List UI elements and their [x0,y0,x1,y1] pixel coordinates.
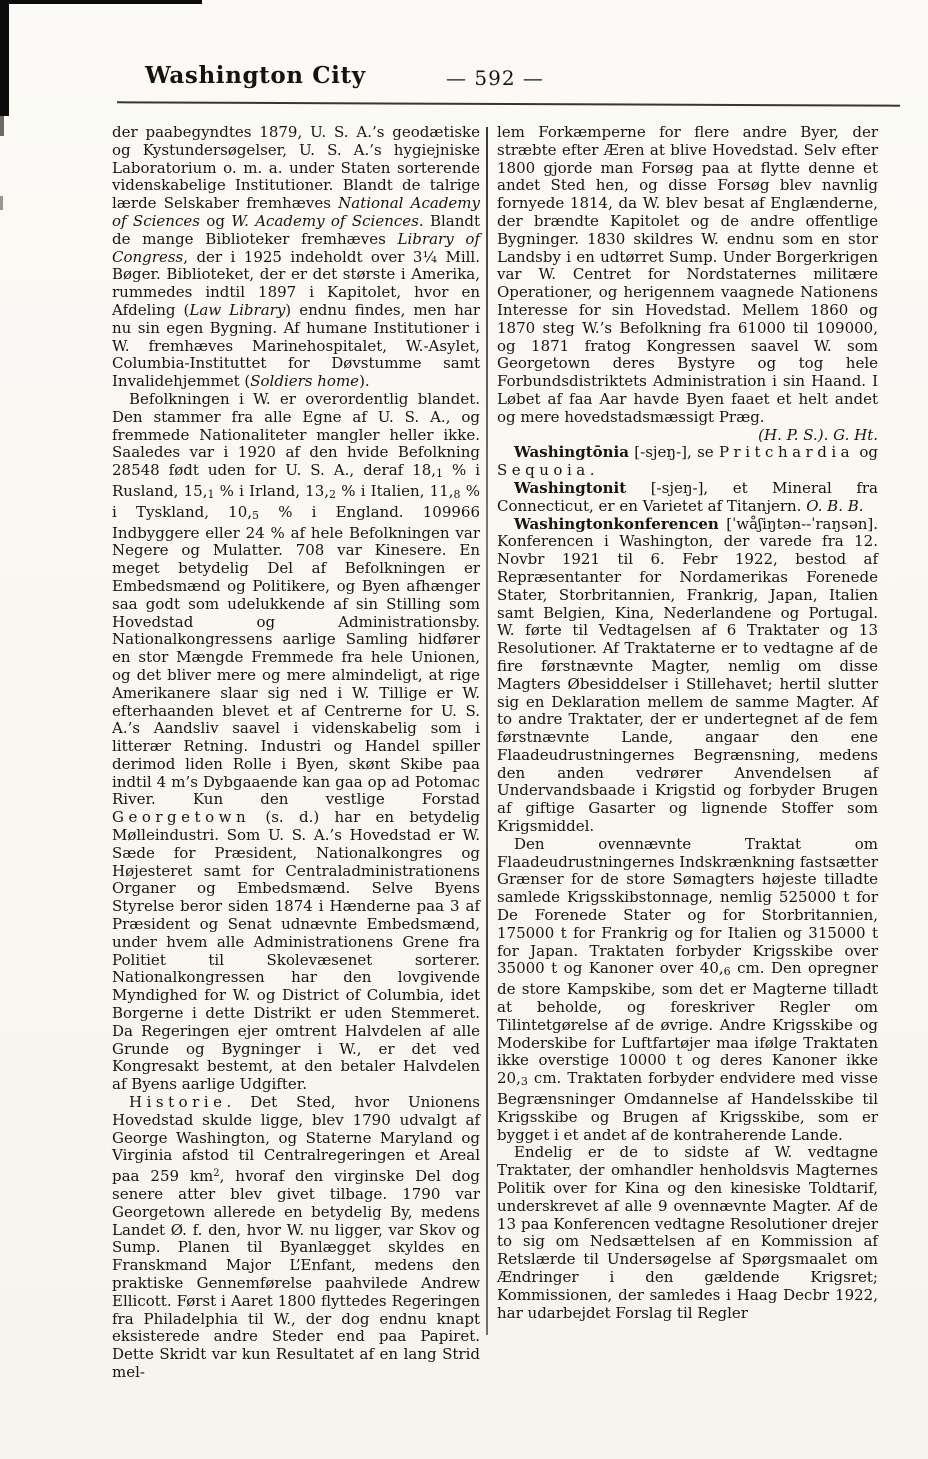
superscript-digit: 2 [213,1168,220,1180]
text-run: cm. Den opregner de store Kampskibe, som det er Magterne tilladt at beholde, og foreskriver Regler om Tilintetgørelse af de øvrige. Andre Krigsskibe og Moderskibe for Luftfartøjer maa ifølge Traktaten ikke overstige 10000 t og deres Kanoner ikke 20, [497,959,878,1088]
subscript-digit: 6 [723,965,731,979]
left-column [112,124,480,1382]
text-run: der paabegyndtes 1879, U. S. A.’s geodætiske og Kystundersøgelser, U. S. A.’s hygiejniske Laboratorium o. m. a. under Staten sorterende videnskabelige Institutioner. Blandt de talrige lærde Selskaber fremhæves [112,123,480,213]
scan-artifact-smudge [0,116,4,136]
text-run: % i Tyskland, 10, [112,481,480,521]
spaced-term: Pritchardia [718,443,855,462]
italic-run: National Academy of Sciences [112,194,481,230]
text-run: Endelig er de to sidste af W. vedtagne Traktater, der omhandler henholdsvis Magternes Politik over for Kina og den kinesiske Toldtarif, underskrevet af alle 9 ovennævnte Magter. Af de 13 paa Konferencen vedtagne Resolutioner drejer to sig om Nedsættelsen af en Kommission af Retslærde til Undersøgelse af Spørgsmaalet om Ændringer i den gældende Krigsret; Kommissionen, der samledes i Haag Decbr 1922, har udarbejdet Forslag til Regler [497,1143,878,1322]
text-run: Den ovennævnte Traktat om Flaadeudrustningernes Indskrænkning fastsætter Grænser for de store Sømagters højeste tilladte samlede Krigsskibstonnage, nemlig 525000 t for De Forenede Stater og for Storbritannien, 175000 t for Frankrig og for Italien og 315000 t for Japan. Traktaten forbyder Krigsskibe over 35000 t og Kanoner over 40, [497,834,878,978]
spaced-term: Sequoia [497,461,590,480]
column-divider [486,127,488,1335]
subscript-digit: 1 [436,467,444,481]
paragraph-befolkningen [112,391,480,1094]
text-run: . [589,461,595,480]
signature-line [497,427,878,445]
italic-run: Library of Congress [112,229,481,266]
text-run: og [199,211,232,230]
italic-run: W. Academy of Sciences [231,211,419,230]
entry-headword: Washingtonit [514,478,627,497]
text-run: lem Forkæmperne for flere andre Byer, der stræbte efter Æren at blive Hovedstad. Selv efter 1800 gjorde man Forsøg paa at flytte denne et andet Sted hen, og disse Forsøg blev navnlig fornyede 1814, da W. blev besat af Englænderne, der brændte Kapitolet og de andre offentlige Bygninger. 1830 skildres W. endnu som en stor Landsby i en udtørret Sump. Under Borgerkrigen var W. Centret for Nordstaternes militære Operationer, og herigennem vaagnede Nationens Interesse for sin Hovedstad. Mellem 1860 og 1870 steg W.’s Befolkning fra 61000 til 109000, og 1871 fratog Kongressen saavel W. som Georgetown deres Bystyre og tog hele Forbundsdistriktets Administration i sin Haand. I Løbet af faa Aar havde Byen faaet et helt andet og mere hovedstadsmæssigt Præg. [497,123,878,426]
scan-artifact-left-corner [0,0,9,116]
text-run: [-sjeŋ-], se [628,443,719,462]
text-run: . Det Sted, hvor Unionens Hovedstad skulde ligge, blev 1790 udvalgt af George Washington, og Staterne Maryland og Virginia afstod til Centralregeringen et Areal paa 259 km [112,1093,480,1186]
text-run: % i Italien, 11, [336,481,454,500]
text-run: , hvoraf den virginske Del dog senere atter blev givet tilbage. 1790 var Georgetown allerede en betydelig By, medens Landet Ø. f. den, hvor W. nu ligger, var Skov og Sump. Planen til Byanlægget skyldes en Franskmand Major L’Enfant, medens den praktiske Gennemførelse paahvilede Andrew Ellicott. Først i Aaret 1800 flyttedes Regeringen fra Philadelphia til W., der dog endnu knapt eksisterede andre Steder end paa Papiret. Dette Skridt var kun Resultatet af en lang Strid mel- [112,1167,480,1381]
italic-run: Law Library [189,300,286,319]
text-run: og [854,443,878,462]
scan-artifact-top-edge [0,0,202,4]
entry-washingtonia [497,444,878,480]
paragraph-historie-continuation [497,124,878,427]
entry-headword: Washingtonkonferencen [514,514,719,533]
text-run: % i England. 109966 Indbyggere eller 24 % af hele Befolkningen var Negere og Mulatter. 708 var Kinesere. En meget betydelig Del af Befolkningen er Embedsmænd og Politikere, og Byen afhænger saa godt som udelukkende af sin Stilling som Hovedstad og Administrationsby. Nationalkongressens aarlige Samling hidfører en stor Mængde Fremmede fra hele Unionen, og det bliver mere og mere almindeligt, at rige Amerikanere slaar sig ned i W. Tillige er W. efterhaanden blevet et af Centrerne for U. S. A.’s Aandsliv saavel i videnskabelig som i litterær Retning. Industri og Handel spiller derimod liden Rolle i Byen, skønt Skibe paa indtil 4 m’s Dybgaaende kan gaa op ad Potomac River. Kun den vestlige Forstad [112,502,480,809]
text-columns [112,124,878,1382]
italic-run: (H. P. S.). G. Ht. [758,425,878,444]
page-number: — 592 — [446,66,544,90]
article-continuation [112,124,480,391]
text-run: , der i 1925 indeholdt over 3¼ Mill. Bøger. Biblioteket, der er det største i Amerika, rummedes indtil 1897 i Kapitolet, hvor en Afdeling ( [112,247,480,319]
entry-washingtonit [497,480,878,516]
spaced-term: Historie [129,1093,227,1112]
paragraph-historie [112,1094,480,1382]
text-run: ) endnu findes, men har nu sin egen Bygning. Af humane Institutioner i W. fremhæves Marinehospitalet, W.-Asylet, Columbia-Instituttet for Døvstumme samt Invalidehjemmet ( [112,300,480,391]
text-run: . Blandt de mange Biblioteker fremhæves [112,211,481,248]
entry-headword: Washingtōnia [514,443,629,462]
text-run: % i Irland, 13, [214,481,330,500]
text-run: % i Rusland, 15, [112,461,480,500]
text-run: [-sjeŋ-], et Mineral fra Connecticut, er en Varietet af Titanjern. [497,478,878,515]
paragraph-flaadetraktat [497,836,878,1145]
subscript-digit: 8 [453,487,461,501]
paragraph-sidste-traktater [497,1144,878,1322]
text-run: ). [359,372,370,391]
right-column [497,124,878,1322]
header-rule [117,101,900,106]
text-run: (s. d.) har en betydelig Mølleindustri. Som U. S. A.’s Hovedstad er W. Sæde for Præsident, Nationalkongres og Højesteret samt for Centraladministrationens Organer og Embedsmænd. Selve Byens Styrelse beror siden 1874 i Hænderne paa 3 af Præsident og Senat udnævnte Embedsmænd, under hvem alle Administrationens Grene fra Politiet til Skolevæsenet sorterer. Nationalkongressen har den lovgivende Myndighed for W. og District of Columbia, idet Borgerne i dette Distrikt er uden Stemmeret. Da Regeringen ejer omtrent Halvdelen af alle Grunde og Bygninger i W., er det ved Kongresakt bestemt, at den betaler Halvdelen af Byens aarlige Udgifter. [112,808,480,1094]
subscript-digit: 5 [252,508,260,522]
italic-run: Soldiers home [250,372,360,391]
entry-washingtonkonferencen [497,516,878,836]
text-run: [ˈwåʃiŋtən--ˈraŋsən]. Konferencen i Washington, der varede fra 12. Novbr 1921 til 6. Febr 1922, bestod af Repræsentanter for Nordamerikas Forenede Stater, Storbritannien, Frankrig, Japan, Italien samt Belgien, Kina, Nederlandene og Portugal. W. førte til Vedtagelsen af 6 Traktater og 13 Resolutioner. Af Traktaterne er to vedtagne af de fire førstnævnte Magter, nemlig om disse Magters Øbesiddelser i Stillehavet; hertil slutter sig en Deklaration mellem de samme Magter. Af to andre Traktater, der er undertegnet af de fem førstnævnte Lande, angaar den ene Flaadeudrustningernes Begrænsning, medens den anden vedrører Anvendelsen af Undervandsbaade i Krigstid og forbyder Brugen af giftige Gasarter og lignende Stoffer som Krigsmiddel. [497,514,878,836]
text-run: Befolkningen i W. er overordentlig blandet. Den stammer fra alle Egne af U. S. A., og fremmede Nationaliteter mangler heller ikke. Saaledes var i 1920 af den hvide Befolkning 28548 født uden for U. S. A., deraf 18, [112,389,480,480]
scan-artifact-smudge [0,196,3,210]
text-run: cm. Traktaten forbyder endvidere med visse Begrænsninger Omdannelse af Handelsskibe til Krigsskibe og Brugen af Krigsskibe, som er bygget i et andet af de kontraherende Lande. [497,1069,878,1144]
subscript-digit: 1 [207,487,215,501]
subscript-digit: 2 [329,487,337,501]
page-title: Washington City [145,62,366,89]
subscript-digit: 3 [520,1075,528,1089]
spaced-term: Georgetown [112,808,251,827]
italic-run: O. B. B. [806,496,864,515]
